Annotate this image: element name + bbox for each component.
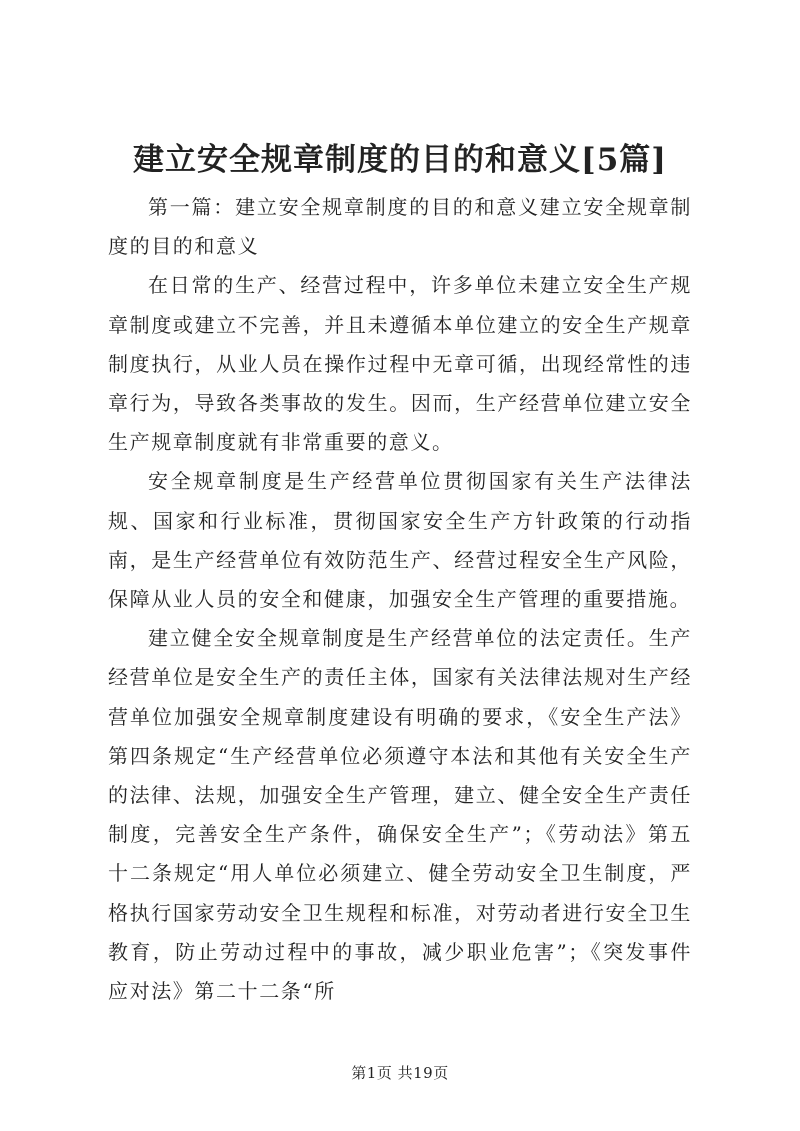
paragraph-4: 建立健全安全规章制度是生产经营单位的法定责任。生产经营单位是安全生产的责任主体，国家有关法律法规对生产经营单位加强安全规章制度建设有明确的要求，《安全生产法》第四条规定“生产经营单位必须遵守本法和其他有关安全生产的法律、法规，加强安全生产管理，建立、健全安全生产责任制度，完善安全生产条件，确保安全生产”；《劳动法》第五十二条规定“用人单位必须建立、健全劳动安全卫生制度，严格执行国家劳动安全卫生规程和标准，对劳动者进行安全卫生教育，防止劳动过程中的事故，减少职业危害”；《突发事件应对法》第二十二条“所 xyxy=(108,626,692,1004)
paragraph-3: 安全规章制度是生产经营单位贯彻国家有关生产法律法规、国家和行业标准，贯彻国家安全生产方针政策的行动指南，是生产经营单位有效防范生产、经营过程安全生产风险，保障从业人员的安全和健康，加强安全生产管理的重要措施。 xyxy=(108,469,692,612)
paragraph-1: 第一篇：建立安全规章制度的目的和意义建立安全规章制度的目的和意义 xyxy=(108,195,692,259)
page-number-footer: 第1页 共19页 xyxy=(351,1064,449,1082)
document-title: 建立安全规章制度的目的和意义[5篇] xyxy=(133,142,667,178)
document-body xyxy=(108,188,692,1011)
paragraph-2: 在日常的生产、经营过程中，许多单位未建立安全生产规章制度或建立不完善，并且未遵循本单位建立的安全生产规章制度执行，从业人员在操作过程中无章可循，出现经常性的违章行为，导致各类事故的发生。因而，生产经营单位建立安全生产规章制度就有非常重要的意义。 xyxy=(108,273,692,455)
